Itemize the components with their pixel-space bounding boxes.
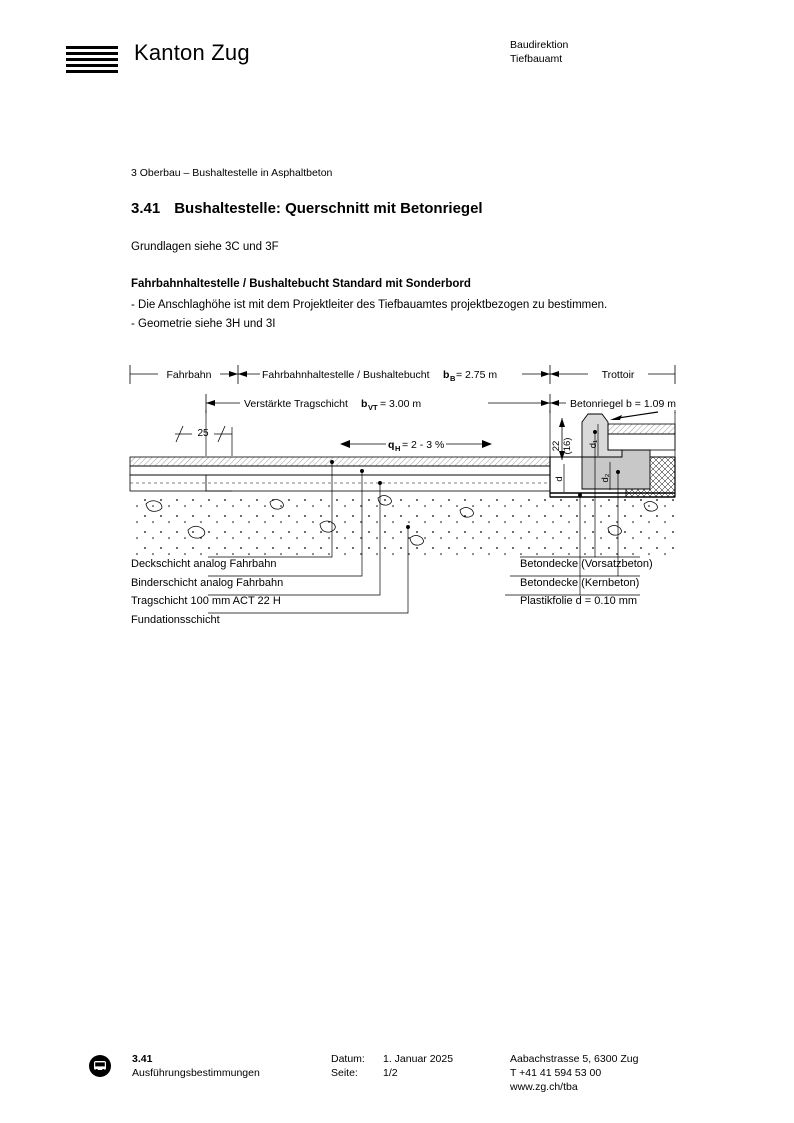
- label-d1: d₁: [588, 439, 599, 449]
- label-qH: q: [388, 439, 395, 451]
- label-d2: d₂: [600, 473, 611, 483]
- document-title-text: Bushaltestelle: Querschnitt mit Betonriegel: [174, 200, 483, 217]
- department-line-1: Baudirektion: [510, 39, 569, 51]
- footer-page-value: 1/2: [383, 1067, 398, 1079]
- label-bB-sub: B: [450, 374, 456, 383]
- label-fahrbahn: Fahrbahn: [166, 369, 212, 381]
- footer-date-value: 1. Januar 2025: [383, 1053, 454, 1065]
- legend-right: [520, 555, 653, 611]
- legend-right-item: Betondecke (Kernbeton): [520, 576, 640, 589]
- subtitle: Fahrbahnhaltestelle / Bushaltebucht Standard mit Sonderbord: [131, 278, 471, 290]
- footer-phone: T +41 41 594 53 00: [510, 1067, 602, 1079]
- legend-left-item: Fundationsschicht: [131, 613, 220, 626]
- footer-number: 3.41: [132, 1053, 153, 1065]
- label-bVT-value: = 3.00 m: [380, 398, 422, 410]
- footer-address: Aabachstrasse 5, 6300 Zug: [510, 1053, 639, 1065]
- footer-identifier: [132, 1052, 260, 1080]
- legend-right-item: Plastikfolie d = 0.10 mm: [520, 595, 638, 607]
- canton-logo-text: Kanton Zug: [134, 40, 250, 65]
- legend-left: [131, 555, 283, 629]
- label-bB-value: = 2.75 m: [456, 369, 498, 381]
- label-haltestelle: Fahrbahnhaltestelle / Bushaltebucht: [262, 369, 430, 381]
- page-footer: [66, 1048, 728, 1098]
- footer-website[interactable]: www.zg.ch/tba: [510, 1081, 578, 1093]
- document-number: 3.41: [131, 200, 161, 217]
- footer-date-label: Datum:: [331, 1053, 365, 1065]
- label-dim-16: (16): [562, 437, 573, 455]
- label-dim-22: 22: [551, 440, 562, 452]
- section-label: 3 Oberbau – Bushaltestelle in Asphaltbeton: [131, 167, 333, 179]
- basis-reference: Grundlagen siehe 3C und 3F: [131, 241, 279, 253]
- label-bB: b: [443, 369, 450, 381]
- department-block: [510, 38, 568, 66]
- label-bVT: b: [361, 398, 368, 410]
- legend-left-item: Tragschicht 100 mm ACT 22 H: [131, 595, 281, 607]
- bus-circle-icon: [88, 1054, 112, 1078]
- footer-meta: [331, 1052, 453, 1080]
- footer-contact: [510, 1052, 638, 1094]
- department-line-2: Tiefbauamt: [510, 53, 563, 65]
- note-line-1: - Die Anschlaghöhe ist mit dem Projektleiter des Tiefbauamtes projektbezogen zu bestimmen.: [131, 299, 608, 311]
- label-bVT-sub: VT: [368, 403, 378, 412]
- zug-bars-logo-icon: [66, 46, 118, 72]
- legend-right-item: Betondecke (Vorsatzbeton): [520, 558, 653, 570]
- label-verstaerkte-tragschicht: Verstärkte Tragschicht: [244, 398, 348, 410]
- note-line-2: - Geometrie siehe 3H und 3I: [131, 318, 276, 330]
- label-d: d: [554, 476, 565, 482]
- label-trottoir: Trottoir: [601, 369, 635, 381]
- label-qH-value: = 2 - 3 %: [402, 439, 445, 451]
- footer-subtitle: Ausführungsbestimmungen: [132, 1067, 260, 1079]
- label-betonriegel: Betonriegel b = 1.09 m: [570, 398, 676, 410]
- label-qH-sub: H: [395, 444, 401, 453]
- legend-left-item: Deckschicht analog Fahrbahn: [131, 558, 277, 570]
- footer-page-label: Seite:: [331, 1067, 358, 1079]
- label-dim-25: 25: [197, 428, 209, 439]
- legend-left-item: Binderschicht analog Fahrbahn: [131, 576, 284, 589]
- page-title: [131, 200, 483, 217]
- page-header: [66, 34, 728, 94]
